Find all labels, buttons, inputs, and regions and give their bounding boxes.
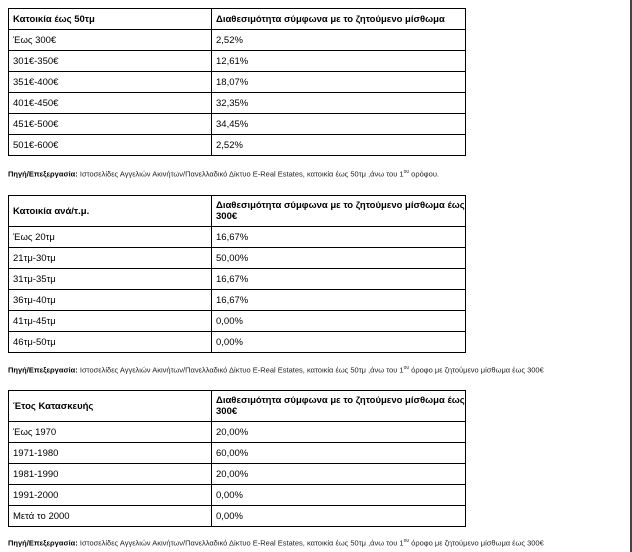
- size-availability-table: [8, 195, 466, 353]
- table-row: [9, 422, 466, 443]
- table-row: [9, 51, 466, 72]
- table-cell: 451€-500€: [9, 114, 212, 135]
- table-row: [9, 311, 466, 332]
- table-row: [9, 114, 466, 135]
- table-cell: 16,67%: [212, 269, 466, 290]
- source-tail: όροφο με ζητούμενο μίσθωμα έως 300€: [409, 538, 544, 548]
- column-header: Διαθεσιμότητα σύμφωνα με το ζητούμενο μίσθωμα έως 300€: [212, 391, 466, 422]
- source-superscript: ου: [403, 169, 410, 175]
- table-row: [9, 93, 466, 114]
- table-header-row: [9, 391, 466, 422]
- table-cell: 20,00%: [212, 464, 466, 485]
- table-cell: Έως 300€: [9, 30, 212, 51]
- table-cell: 1991-2000: [9, 485, 212, 506]
- table-cell: 0,00%: [212, 485, 466, 506]
- table-cell: Μετά το 2000: [9, 506, 212, 527]
- table-cell: 12,61%: [212, 51, 466, 72]
- table-cell: 351€-400€: [9, 72, 212, 93]
- source-note: [8, 538, 544, 548]
- table-cell: 501€-600€: [9, 135, 212, 156]
- table-cell: 50,00%: [212, 248, 466, 269]
- table-cell: 18,07%: [212, 72, 466, 93]
- source-text: Ιστοσελίδες Αγγελιών Ακινήτων/Πανελλαδικό Δίκτυο E-Real Estates, κατοικία έως 50τμ ,άνω του 1: [79, 169, 404, 179]
- column-header: Διαθεσιμότητα σύμφωνα με το ζητούμενο μίσθωμα έως 300€: [212, 196, 466, 227]
- table-row: [9, 332, 466, 353]
- source-text: Ιστοσελίδες Αγγελιών Ακινήτων/Πανελλαδικό Δίκτυο E-Real Estates, κατοικία έως 50τμ ,άνω του 1: [79, 365, 404, 375]
- table-row: [9, 248, 466, 269]
- source-label: Πηγή/Επεξεργασία:: [8, 538, 78, 548]
- table-header-row: [9, 196, 466, 227]
- table-cell: 301€-350€: [9, 51, 212, 72]
- source-superscript: ου: [403, 538, 410, 544]
- table-header-row: [9, 9, 466, 30]
- source-superscript: ου: [403, 365, 410, 371]
- table-row: [9, 30, 466, 51]
- table-cell: 20,00%: [212, 422, 466, 443]
- table-cell: 21τμ-30τμ: [9, 248, 212, 269]
- table-cell: 2,52%: [212, 135, 466, 156]
- column-header: Κατοικία έως 50τμ: [9, 9, 212, 30]
- table-row: [9, 290, 466, 311]
- table-cell: 401€-450€: [9, 93, 212, 114]
- table-block-2: [8, 195, 466, 353]
- table-row: [9, 269, 466, 290]
- rent-availability-table: [8, 8, 466, 156]
- table-block-1: [8, 8, 466, 156]
- table-cell: 60,00%: [212, 443, 466, 464]
- table-cell: Έως 1970: [9, 422, 212, 443]
- table-cell: 32,35%: [212, 93, 466, 114]
- table-cell: 0,00%: [212, 332, 466, 353]
- source-tail: ορόφου.: [409, 169, 440, 179]
- year-availability-table: [8, 390, 466, 527]
- table-cell: 41τμ-45τμ: [9, 311, 212, 332]
- table-cell: Έως 20τμ: [9, 227, 212, 248]
- table-cell: 31τμ-35τμ: [9, 269, 212, 290]
- source-tail: όροφο με ζητούμενο μίσθωμα έως 300€: [409, 365, 544, 375]
- table-row: [9, 485, 466, 506]
- source-note: [8, 169, 439, 179]
- table-row: [9, 443, 466, 464]
- table-row: [9, 135, 466, 156]
- source-note: [8, 365, 544, 375]
- table-cell: 1971-1980: [9, 443, 212, 464]
- table-cell: 0,00%: [212, 506, 466, 527]
- table-cell: 36τμ-40τμ: [9, 290, 212, 311]
- table-cell: 16,67%: [212, 227, 466, 248]
- table-row: [9, 227, 466, 248]
- column-header: Έτος Κατασκευής: [9, 391, 212, 422]
- table-cell: 46τμ-50τμ: [9, 332, 212, 353]
- column-header: Διαθεσιμότητα σύμφωνα με το ζητούμενο μίσθωμα: [212, 9, 466, 30]
- table-cell: 2,52%: [212, 30, 466, 51]
- table-row: [9, 72, 466, 93]
- column-header: Κατοικία ανά/τ.μ.: [9, 196, 212, 227]
- source-label: Πηγή/Επεξεργασία:: [8, 365, 78, 375]
- table-row: [9, 464, 466, 485]
- table-cell: 0,00%: [212, 311, 466, 332]
- table-cell: 1981-1990: [9, 464, 212, 485]
- table-cell: 34,45%: [212, 114, 466, 135]
- table-row: [9, 506, 466, 527]
- source-text: Ιστοσελίδες Αγγελιών Ακινήτων/Πανελλαδικό Δίκτυο E-Real Estates, κατοικία έως 50τμ ,άνω του 1: [79, 538, 404, 548]
- table-block-3: [8, 390, 466, 527]
- table-cell: 16,67%: [212, 290, 466, 311]
- source-label: Πηγή/Επεξεργασία:: [8, 169, 78, 179]
